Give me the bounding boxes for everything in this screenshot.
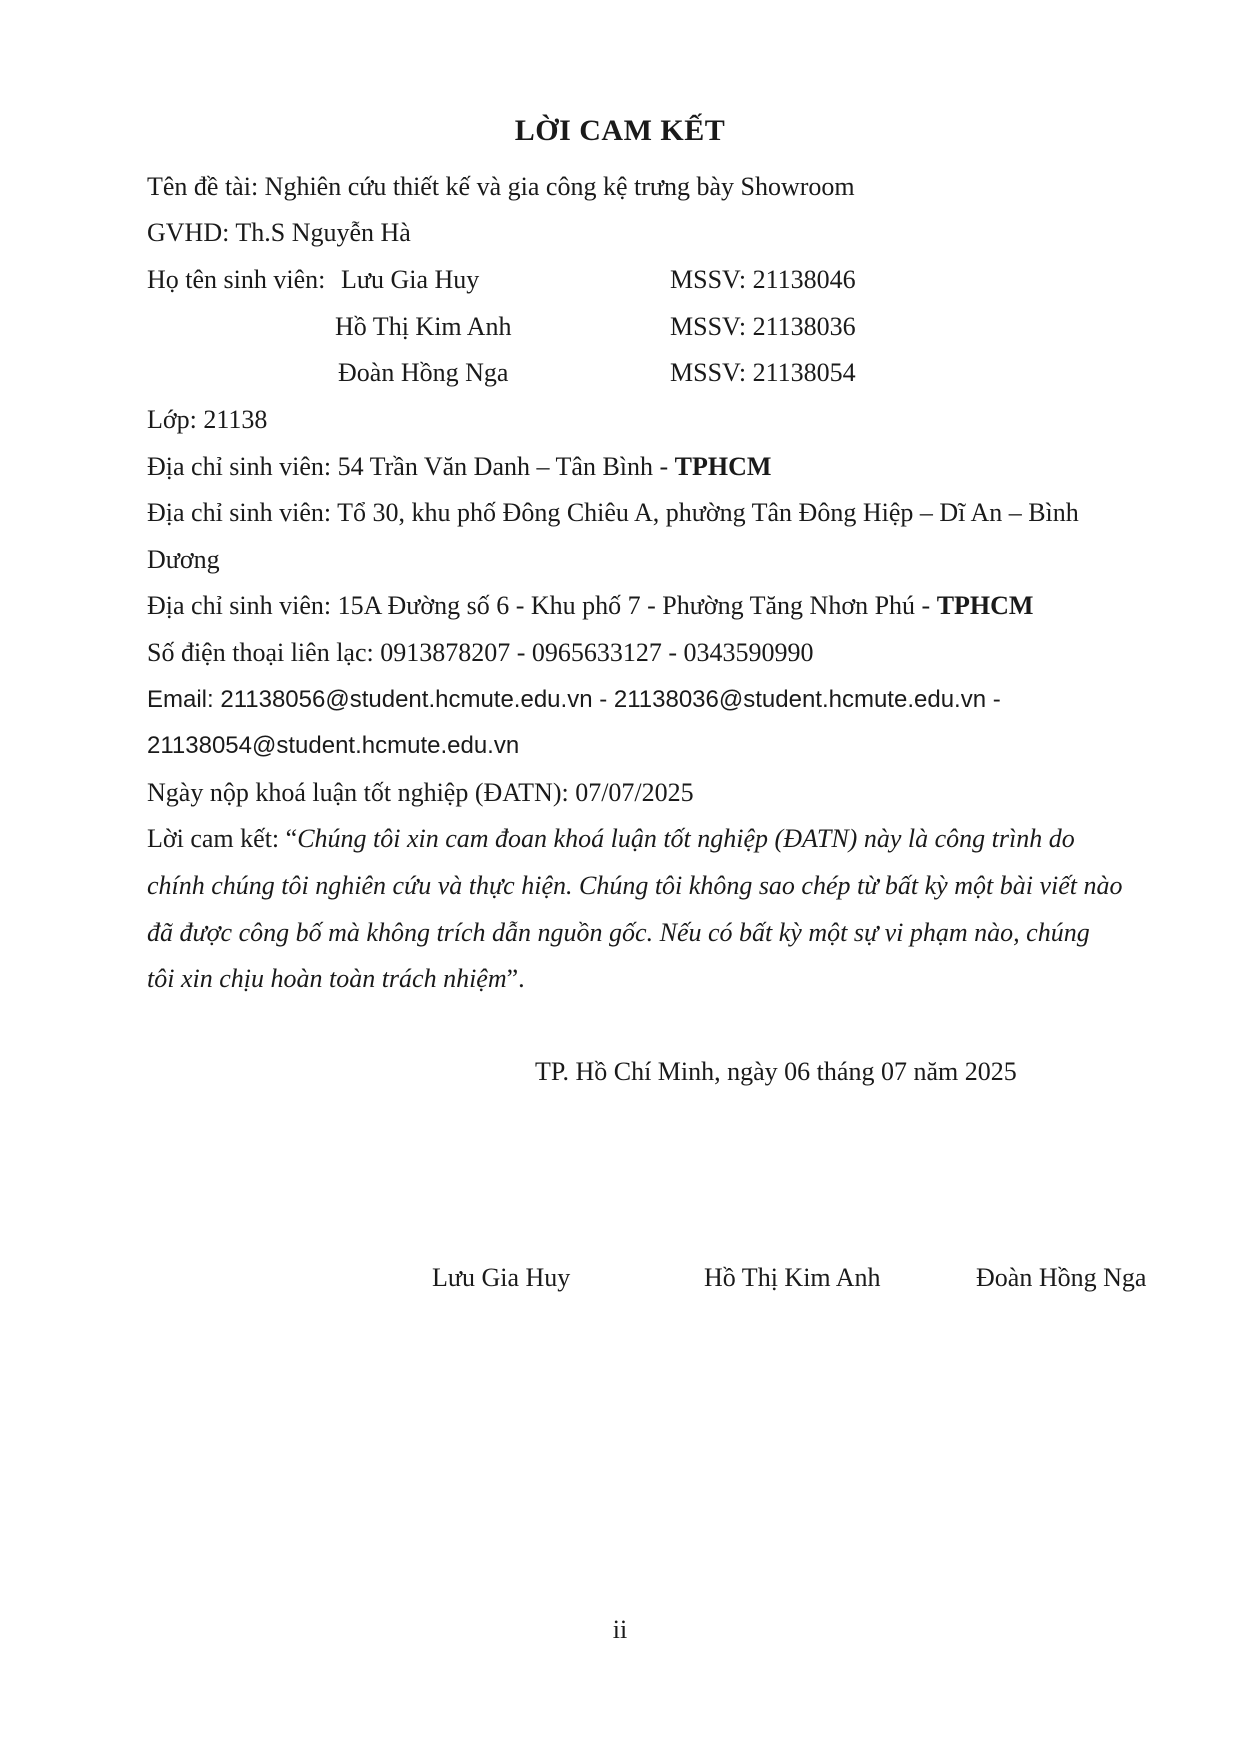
address-line — [147, 590, 1033, 622]
address-text: Địa chỉ sinh viên: 15A Đường số 6 - Khu phố 7 - Phường Tăng Nhơn Phú - — [147, 591, 937, 620]
students-label: Họ tên sinh viên: — [147, 265, 326, 294]
pledge-line: đã được công bố mà không trích dẫn nguồn gốc. Nếu có bất kỳ một sự vi phạm nào, chúng — [147, 918, 1090, 947]
advisor-line: GVHD: Th.S Nguyễn Hà — [147, 218, 411, 247]
pledge-text: tôi xin chịu hoàn toàn trách nhiệm — [147, 964, 507, 993]
page-title: LỜI CAM KẾT — [514, 114, 726, 147]
student-mssv: MSSV: 21138054 — [670, 358, 856, 387]
pledge-label: Lời cam kết: “ — [147, 824, 298, 853]
topic-line: Tên đề tài: Nghiên cứu thiết kế và gia công kệ trưng bày Showroom — [147, 172, 855, 201]
pledge-line — [147, 823, 1147, 855]
student-name: Lưu Gia Huy — [341, 265, 480, 294]
student-name: Hồ Thị Kim Anh — [335, 312, 512, 341]
student-mssv: MSSV: 21138046 — [670, 265, 856, 294]
student-name: Đoàn Hồng Nga — [338, 358, 509, 387]
signature-name: Lưu Gia Huy — [432, 1263, 571, 1292]
address-line — [147, 451, 771, 483]
page-number: ii — [612, 1615, 628, 1644]
address-line-cont: Dương — [147, 545, 220, 574]
class-line: Lớp: 21138 — [147, 405, 268, 434]
address-city: TPHCM — [936, 591, 1034, 620]
signature-name: Hồ Thị Kim Anh — [704, 1263, 881, 1292]
pledge-text: Chúng tôi xin cam đoan khoá luận tốt nghiệp (ĐATN) này là công trình do — [297, 824, 1075, 853]
address-city: TPHCM — [674, 452, 772, 481]
email-line: 21138054@student.hcmute.edu.vn — [147, 732, 520, 759]
address-line: Địa chỉ sinh viên: Tổ 30, khu phố Đông Chiêu A, phường Tân Đông Hiệp – Dĩ An – Bình — [147, 498, 1079, 527]
pledge-closing: ”. — [506, 964, 525, 993]
signature-name: Đoàn Hồng Nga — [976, 1263, 1147, 1292]
submit-date-line: Ngày nộp khoá luận tốt nghiệp (ĐATN): 07/07/2025 — [147, 778, 694, 807]
place-date: TP. Hồ Chí Minh, ngày 06 tháng 07 năm 2025 — [535, 1057, 1017, 1086]
phone-line: Số điện thoại liên lạc: 0913878207 - 0965633127 - 0343590990 — [147, 638, 814, 667]
pledge-line: chính chúng tôi nghiên cứu và thực hiện. Chúng tôi không sao chép từ bất kỳ một bài viết nào — [147, 871, 1123, 900]
email-line: Email: 21138056@student.hcmute.edu.vn - 21138036@student.hcmute.edu.vn - — [147, 686, 1001, 713]
address-text: Địa chỉ sinh viên: 54 Trần Văn Danh – Tân Bình - — [147, 452, 675, 481]
pledge-line — [147, 963, 1147, 995]
student-mssv: MSSV: 21138036 — [670, 312, 856, 341]
